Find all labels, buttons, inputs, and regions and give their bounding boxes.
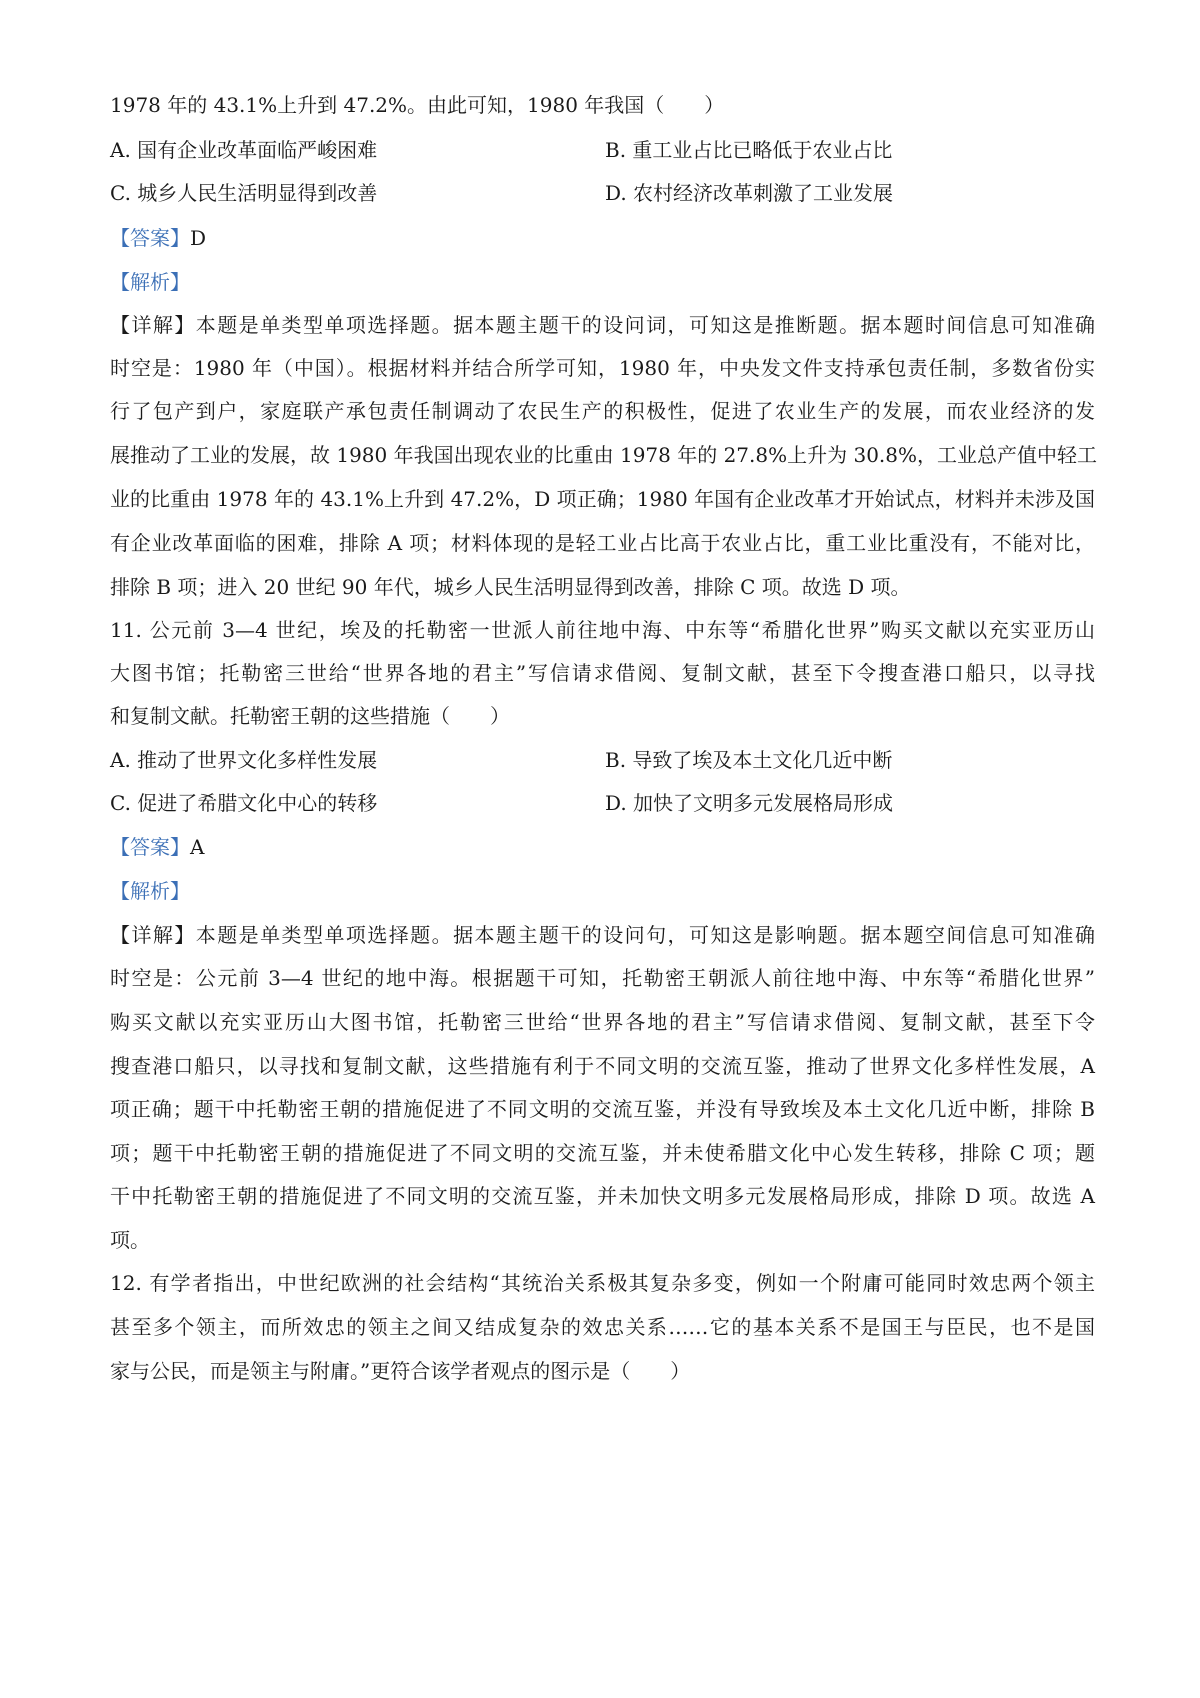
q11-detail-line-8: 项。 [110,1228,150,1252]
q10-detail-line-3: 行了包产到户，家庭联产承包责任制调动了农民生产的积极性，促进了农业生产的发展，而农业经济的发 [110,399,1095,423]
q11-detail-text-1: 本题是单类型单项选择题。据本题主题干的设问句，可知这是影响题。据本题空间信息可知准确 [195,923,1096,947]
q11-analysis-label [110,877,190,905]
q10-option-b: B. 重工业占比已略低于农业占比 [605,138,893,162]
q12-stem-line-1: 12. 有学者指出，中世纪欧洲的社会结构“其统治关系极其复杂多变，例如一个附庸可能同时效忠两个领主 [110,1271,1095,1295]
q11-answer [110,833,204,861]
q11-option-b: B. 导致了埃及本土文化几近中断 [605,748,893,772]
q10-detail-text-1: 本题是单类型单项选择题。据本题主题干的设问词，可知这是推断题。据本题时间信息可知准确 [195,313,1096,337]
q11-detail-line-1 [110,921,1095,949]
q11-option-a: A. 推动了世界文化多样性发展 [110,748,378,772]
q11-answer-label: 【答案】 [110,835,190,859]
q11-detail-line-3: 购买文献以充实亚历山大图书馆，托勒密三世给“世界各地的君主”写信请求借阅、复制文献，甚至下令 [110,1010,1095,1034]
q11-analysis-tag: 【解析】 [110,879,190,903]
q10-answer-value: D [190,226,207,250]
q10-option-d: D. 农村经济改革刺激了工业发展 [605,181,894,205]
q10-detail-line-1 [110,311,1095,339]
q11-detail-line-7: 干中托勒密王朝的措施促进了不同文明的交流互鉴，并未加快文明多元发展格局形成，排除 D 项。故选 A [110,1184,1095,1208]
q10-analysis-label [110,268,190,296]
q11-stem-line-3: 和复制文献。托勒密王朝的这些措施（ ） [110,704,510,728]
q12-stem-line-3: 家与公民，而是领主与附庸。”更符合该学者观点的图示是（ ） [110,1359,691,1383]
q10-analysis-tag: 【解析】 [110,270,190,294]
q10-detail-line-2: 时空是：1980 年（中国）。根据材料并结合所学可知，1980 年，中央发文件支持承包责任制，多数省份实 [110,356,1095,380]
q10-detail-line-6: 有企业改革面临的困难，排除 A 项；材料体现的是轻工业占比高于农业占比，重工业比重没有，不能对比， [110,531,1095,555]
q11-detail-line-2: 时空是：公元前 3—4 世纪的地中海。根据题干可知，托勒密王朝派人前往地中海、中东等“希腊化世界” [110,966,1095,990]
q11-answer-value: A [190,835,205,859]
q11-detail-line-6: 项；题干中托勒密王朝的措施促进了不同文明的交流互鉴，并未使希腊文化中心发生转移，排除 C 项；题 [110,1141,1095,1165]
q11-option-d: D. 加快了文明多元发展格局形成 [605,791,894,815]
q11-detail-line-5: 项正确；题干中托勒密王朝的措施促进了不同文明的交流互鉴，并没有导致埃及本土文化几近中断，排除 B [110,1097,1095,1121]
q10-detail-line-7: 排除 B 项；进入 20 世纪 90 年代，城乡人民生活明显得到改善，排除 C 项。故选 D 项。 [110,575,911,599]
q11-option-c: C. 促进了希腊文化中心的转移 [110,791,378,815]
q11-detail-label: 【详解】 [110,923,196,947]
q12-stem-line-2: 甚至多个领主，而所效忠的领主之间又结成复杂的效忠关系……它的基本关系不是国王与臣民，也不是国 [110,1315,1095,1339]
q10-option-a: A. 国有企业改革面临严峻困难 [110,138,378,162]
q11-stem-line-2: 大图书馆；托勒密三世给“世界各地的君主”写信请求借阅、复制文献，甚至下令搜查港口船只，以寻找 [110,661,1095,685]
q10-detail-label: 【详解】 [110,313,196,337]
q10-answer-label: 【答案】 [110,226,190,250]
q10-detail-line-5: 业的比重由 1978 年的 43.1%上升到 47.2%，D 项正确；1980 年国有企业改革才开始试点，材料并未涉及国 [110,487,1095,511]
q11-detail-line-4: 搜查港口船只，以寻找和复制文献，这些措施有利于不同文明的交流互鉴，推动了世界文化多样性发展，A [110,1054,1095,1078]
q11-stem-line-1: 11. 公元前 3—4 世纪，埃及的托勒密一世派人前往地中海、中东等“希腊化世界”购买文献以充实亚历山 [110,618,1095,642]
q10-detail-line-4: 展推动了工业的发展，故 1980 年我国出现农业的比重由 1978 年的 27.8%上升为 30.8%，工业总产值中轻工 [110,443,1098,467]
q10-stem-tail: 1978 年的 43.1%上升到 47.2%。由此可知，1980 年我国（ ） [110,93,725,117]
q10-answer [110,224,206,252]
q10-option-c: C. 城乡人民生活明显得到改善 [110,181,378,205]
